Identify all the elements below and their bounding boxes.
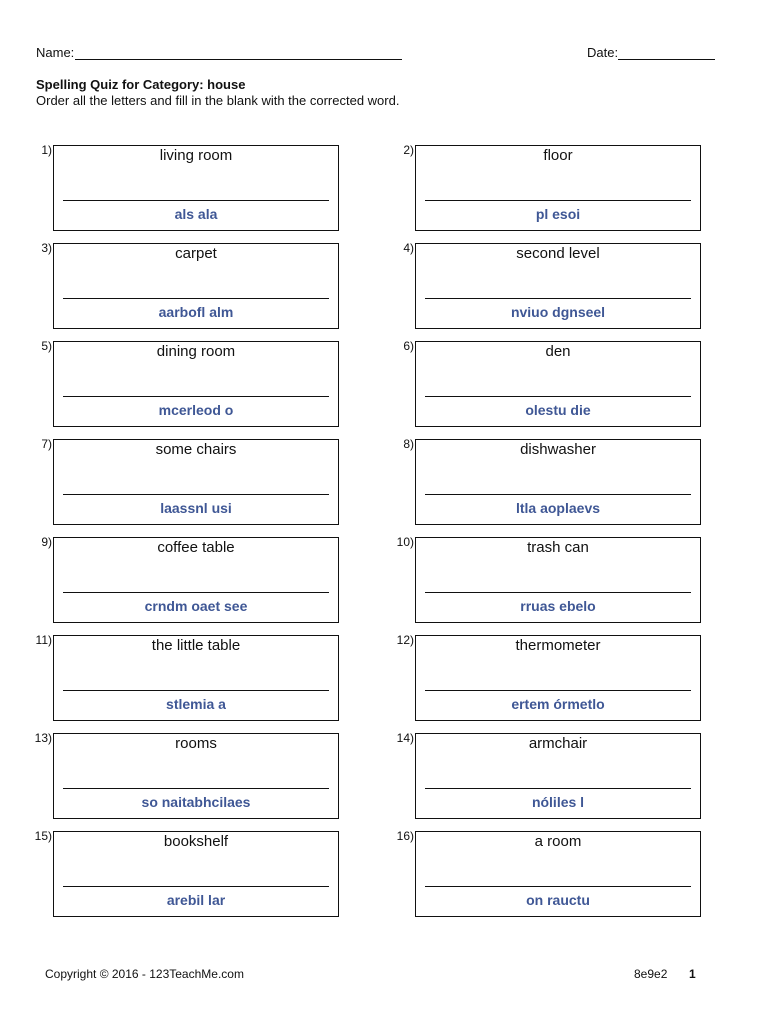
scrambled-letters: ertem órmetlo [511, 696, 605, 712]
item-word: dining room [156, 343, 236, 360]
scrambled-letters: ltla aoplaevs [515, 500, 601, 516]
scrambled-letters: mcerleod o [158, 402, 234, 418]
answer-blank[interactable] [425, 592, 691, 593]
scrambled-letters: olestu die [525, 402, 591, 418]
item-number: 15) [34, 829, 52, 843]
date-blank[interactable] [618, 59, 715, 60]
item-number: 14) [396, 731, 414, 745]
answer-blank[interactable] [425, 200, 691, 201]
scrambled-letters: arebil lar [166, 892, 226, 908]
item-number: 1) [41, 143, 52, 157]
item-number: 4) [403, 241, 414, 255]
answer-blank[interactable] [425, 886, 691, 887]
item-word: carpet [175, 245, 217, 262]
item-number: 10) [396, 535, 414, 549]
answer-blank[interactable] [425, 396, 691, 397]
scrambled-letters: pl esoi [535, 206, 581, 222]
answer-blank[interactable] [63, 886, 329, 887]
item-word: floor [543, 147, 573, 164]
item-number: 3) [41, 241, 52, 255]
quiz-title: Spelling Quiz for Category: house [36, 77, 246, 92]
item-word: thermometer [515, 637, 601, 654]
item-word: the little table [151, 637, 241, 654]
scrambled-letters: als ala [174, 206, 218, 222]
scrambled-letters: nóliles l [531, 794, 585, 810]
item-word: dishwasher [520, 441, 596, 458]
item-word: living room [159, 147, 233, 164]
quiz-instructions: Order all the letters and fill in the blank with the corrected word. [36, 93, 400, 108]
scrambled-letters: nviuo dgnseel [510, 304, 606, 320]
item-number: 2) [403, 143, 414, 157]
scrambled-letters: on rauctu [526, 892, 590, 908]
item-number: 9) [41, 535, 52, 549]
item-number: 5) [41, 339, 52, 353]
item-word: second level [516, 245, 600, 262]
answer-blank[interactable] [63, 592, 329, 593]
answer-blank[interactable] [425, 788, 691, 789]
item-number: 12) [396, 633, 414, 647]
item-word: bookshelf [163, 833, 229, 850]
name-blank[interactable] [75, 59, 402, 60]
answer-blank[interactable] [425, 690, 691, 691]
answer-blank[interactable] [63, 396, 329, 397]
scrambled-letters: stlemia a [166, 696, 226, 712]
scrambled-letters: so naitabhcilaes [141, 794, 251, 810]
item-word: den [545, 343, 571, 360]
item-number: 11) [35, 633, 52, 647]
copyright-text: Copyright © 2016 - 123TeachMe.com [45, 967, 244, 981]
scrambled-letters: laassnl usi [160, 500, 232, 516]
answer-blank[interactable] [63, 298, 329, 299]
item-number: 6) [403, 339, 414, 353]
item-number: 8) [403, 437, 414, 451]
item-word: armchair [528, 735, 588, 752]
answer-blank[interactable] [63, 690, 329, 691]
scrambled-letters: aarbofl alm [158, 304, 234, 320]
document-code: 8e9e2 [634, 967, 668, 981]
page-number: 1 [689, 967, 696, 981]
item-word: some chairs [155, 441, 237, 458]
date-label: Date: [587, 45, 619, 60]
item-number: 16) [396, 829, 414, 843]
answer-blank[interactable] [63, 200, 329, 201]
name-label: Name: [36, 45, 75, 60]
scrambled-letters: crndm oaet see [144, 598, 248, 614]
item-word: coffee table [157, 539, 235, 556]
item-number: 13) [34, 731, 52, 745]
answer-blank[interactable] [63, 494, 329, 495]
item-number: 7) [41, 437, 52, 451]
scrambled-letters: rruas ebelo [520, 598, 596, 614]
answer-blank[interactable] [425, 298, 691, 299]
item-word: a room [534, 833, 582, 850]
item-word: trash can [527, 539, 589, 556]
answer-blank[interactable] [425, 494, 691, 495]
item-word: rooms [175, 735, 217, 752]
answer-blank[interactable] [63, 788, 329, 789]
